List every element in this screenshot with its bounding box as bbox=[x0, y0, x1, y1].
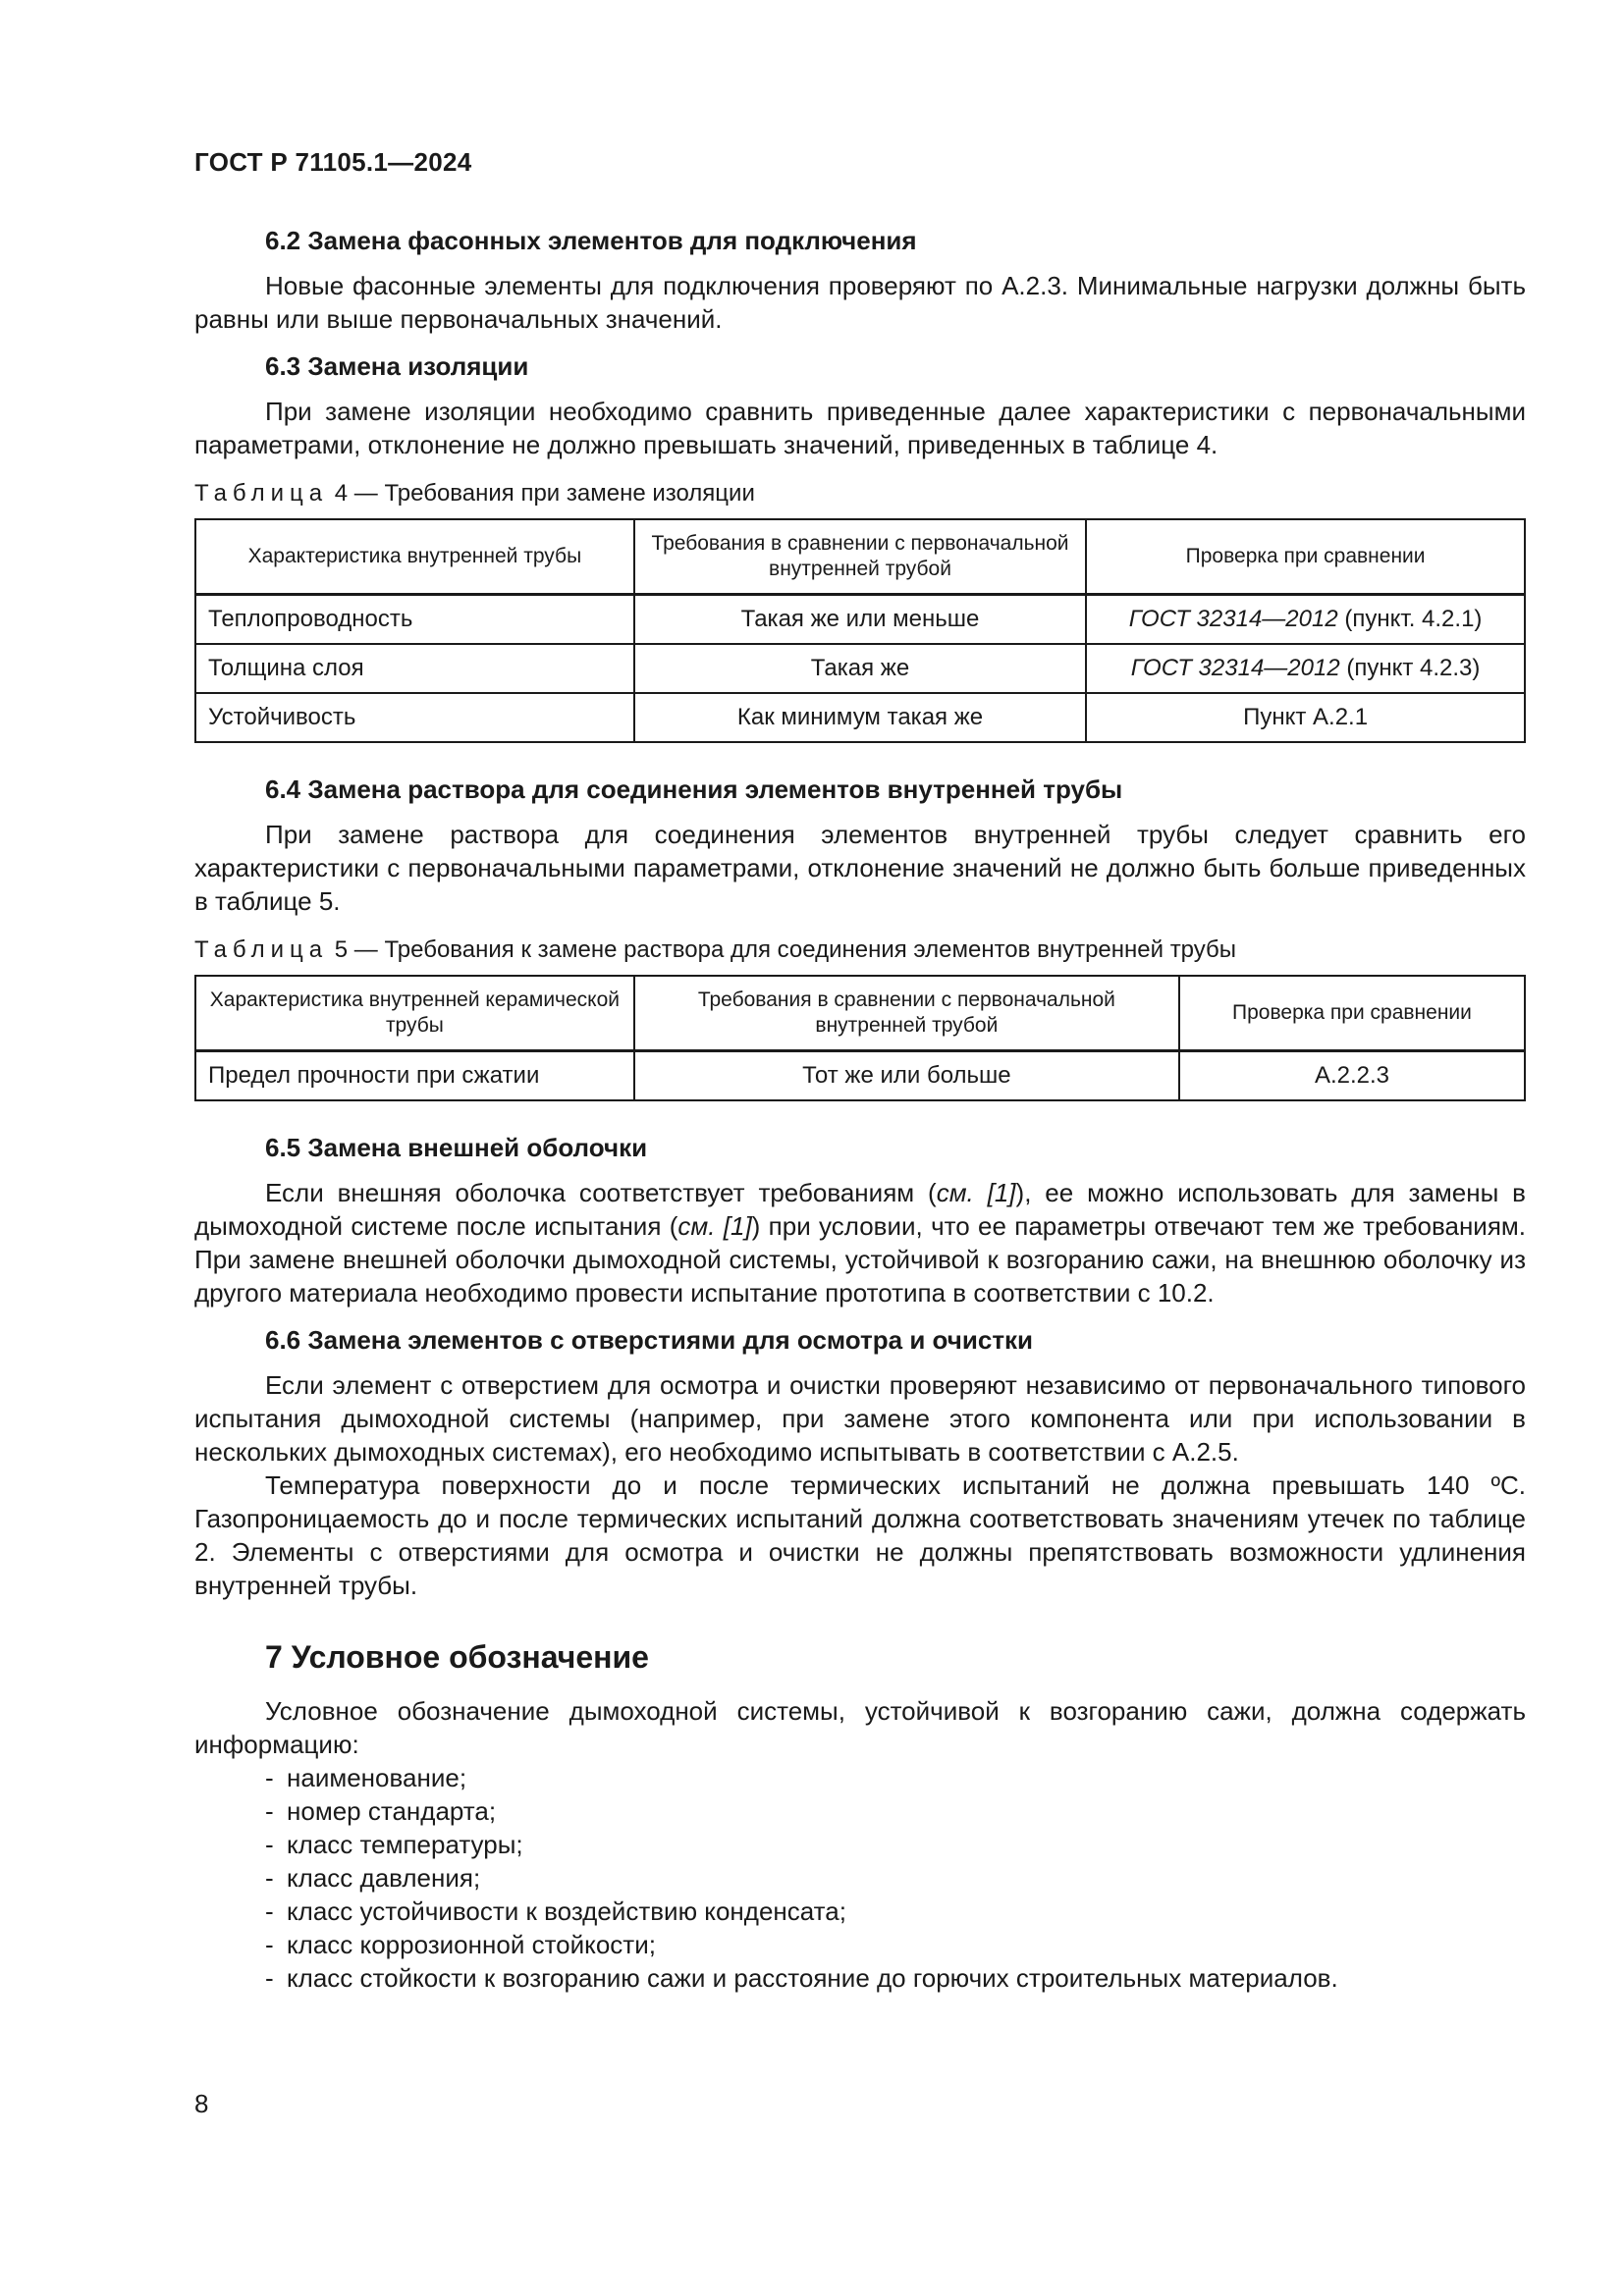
paragraph: Температура поверхности до и после термических испытаний не должна превышать 140 ºС. Газопроницаемость до и после термических испытаний должна соответствовать значениям утечек по таблице 2. Элементы с отверстиями для осмотра и очистки не должны препятствовать возможности удлинения внутренней трубы. bbox=[194, 1470, 1526, 1600]
list-item: - класс давления; bbox=[265, 1861, 1526, 1895]
list-item: - номер стандарта; bbox=[265, 1794, 1526, 1828]
table-cell: Как минимум такая же bbox=[634, 693, 1086, 742]
table-cell: Такая же bbox=[634, 644, 1086, 693]
section-title: 6.5 Замена внешней оболочки bbox=[265, 1133, 648, 1162]
section-6-5 bbox=[194, 1131, 1526, 1309]
text-run: Если внешняя оболочка соответствует требованиям ( bbox=[265, 1178, 937, 1207]
column-header: Характеристика внутренней трубы bbox=[195, 519, 634, 595]
citation: см. [1] bbox=[677, 1211, 752, 1241]
column-header: Проверка при сравнении bbox=[1179, 976, 1525, 1051]
column-header: Проверка при сравнении bbox=[1086, 519, 1525, 595]
table-header-row bbox=[195, 976, 1525, 1051]
designation-list bbox=[194, 1761, 1526, 1995]
table-cell bbox=[1086, 644, 1525, 693]
table-4-caption bbox=[194, 479, 1526, 508]
page-content bbox=[194, 224, 1526, 1995]
column-header: Требования в сравнении с первоначальной внутренней трубой bbox=[634, 519, 1086, 595]
table-row bbox=[195, 693, 1525, 742]
text-run: ), ее можно использовать для замены в дымоходной системе после испытания ( bbox=[194, 1178, 1526, 1241]
column-header: Характеристика внутренней керамической трубы bbox=[195, 976, 634, 1051]
table-row bbox=[195, 595, 1525, 645]
paragraph: Условное обозначение дымоходной системы, устойчивой к возгоранию сажи, должна содержать информацию: bbox=[194, 1696, 1526, 1759]
table-cell: Такая же или меньше bbox=[634, 595, 1086, 645]
page-number: 8 bbox=[194, 2089, 209, 2118]
list-item: - класс коррозионной стойкости; bbox=[265, 1928, 1526, 1961]
paragraph: Новые фасонные элементы для подключения проверяют по А.2.3. Минимальные нагрузки должны быть равны или выше первоначальных значений. bbox=[194, 271, 1526, 334]
caption-text: 4 — Требования при замене изоляции bbox=[328, 480, 755, 507]
paragraph: При замене раствора для соединения элементов внутренней трубы следует сравнить его характеристики с первоначальными параметрами, отклонение значений не должно быть больше приведенных в таблице 5. bbox=[194, 820, 1526, 916]
list-item: - наименование; bbox=[265, 1761, 1526, 1794]
table-cell: Устойчивость bbox=[195, 693, 634, 742]
table-cell: Тот же или больше bbox=[634, 1051, 1179, 1101]
list-item: - класс устойчивости к воздействию конденсата; bbox=[265, 1895, 1526, 1928]
list-item: - класс температуры; bbox=[265, 1828, 1526, 1861]
table-cell: Теплопроводность bbox=[195, 595, 634, 645]
clause-reference: Пункт А.2.1 bbox=[1243, 704, 1369, 730]
section-title: 6.4 Замена раствора для соединения элементов внутренней трубы bbox=[265, 774, 1123, 804]
table-5 bbox=[194, 975, 1526, 1101]
table-5-caption bbox=[194, 935, 1526, 965]
section-6-6 bbox=[194, 1323, 1526, 1602]
paragraph: При замене изоляции необходимо сравнить приведенные далее характеристики с первоначальными параметрами, отклонение не должно превышать значений, приведенных в таблице 4. bbox=[194, 397, 1526, 459]
section-title: 6.3 Замена изоляции bbox=[265, 351, 529, 381]
section-7 bbox=[194, 1637, 1526, 1995]
caption-word: Таблица bbox=[194, 936, 329, 963]
standard-reference: ГОСТ 32314—2012 bbox=[1130, 655, 1340, 681]
document-code: ГОСТ Р 71105.1—2024 bbox=[194, 147, 472, 177]
paragraph bbox=[194, 1176, 1526, 1309]
text-run: ) при условии, что ее параметры отвечают тем же требованиям. При замене внешней оболочки дымоходной системы, устойчивой к возгоранию сажи, на внешнюю оболочку из другого материала необходимо провести испытание прототипа в соответствии с 10.2. bbox=[194, 1211, 1526, 1308]
table-cell: Предел прочности при сжатии bbox=[195, 1051, 634, 1101]
table-cell bbox=[1086, 595, 1525, 645]
section-6-3 bbox=[194, 349, 1526, 461]
clause-reference: (пункт. 4.2.1) bbox=[1337, 606, 1483, 632]
section-6-4 bbox=[194, 773, 1526, 918]
list-item: - класс стойкости к возгоранию сажи и расстояние до горючих строительных материалов. bbox=[265, 1961, 1526, 1995]
table-cell: А.2.2.3 bbox=[1179, 1051, 1525, 1101]
table-cell: Толщина слоя bbox=[195, 644, 634, 693]
caption-word: Таблица bbox=[194, 480, 329, 507]
paragraph: Если элемент с отверстием для осмотра и очистки проверяют независимо от первоначального типового испытания дымоходной системы (например, при замене этого компонента или при использовании в нескольких дымоходных системах), его необходимо испытывать в соответствии с А.2.5. bbox=[194, 1370, 1526, 1467]
table-row bbox=[195, 1051, 1525, 1101]
table-cell bbox=[1086, 693, 1525, 742]
table-4 bbox=[194, 518, 1526, 743]
section-title: 6.6 Замена элементов с отверстиями для осмотра и очистки bbox=[265, 1325, 1034, 1355]
table-row bbox=[195, 644, 1525, 693]
standard-reference: ГОСТ 32314—2012 bbox=[1128, 606, 1338, 632]
section-6-2 bbox=[194, 224, 1526, 336]
section-title: 6.2 Замена фасонных элементов для подключения bbox=[265, 226, 917, 255]
table-header-row bbox=[195, 519, 1525, 595]
caption-text: 5 — Требования к замене раствора для соединения элементов внутренней трубы bbox=[328, 936, 1237, 963]
clause-reference: (пункт 4.2.3) bbox=[1339, 655, 1481, 681]
column-header: Требования в сравнении с первоначальной внутренней трубой bbox=[634, 976, 1179, 1051]
section-heading: 7 Условное обозначение bbox=[265, 1639, 649, 1675]
citation: см. [1] bbox=[936, 1178, 1016, 1207]
